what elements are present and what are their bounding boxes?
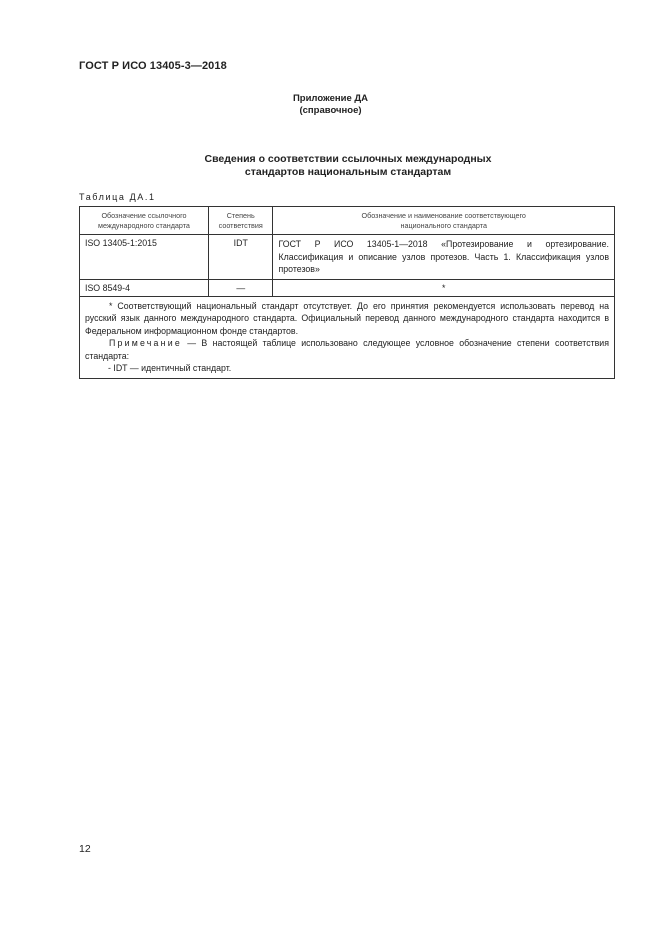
note-text: — В настоящей таблице использовано следующее условное обозначение степени соответствия стандарта: [85, 338, 609, 361]
table-row [80, 279, 615, 296]
header-col2-line-2: соответствия [218, 221, 263, 230]
table-footnote-cell [80, 296, 615, 378]
section-heading [0, 153, 661, 179]
cell-national-standard: ГОСТ Р ИСО 13405-1—2018 «Протезирование и ортезирование. Классификация и описание узлов протезов. Часть 1. Классификация узлов протезов» [273, 235, 615, 280]
header-col1-line-1: Обозначение ссылочного [101, 211, 187, 220]
cell-international-standard: ISO 8549-4 [80, 279, 209, 296]
section-heading-line-1: Сведения о соответствии ссылочных международных [204, 153, 492, 165]
header-national-standard [273, 207, 615, 235]
cell-national-standard: * [273, 279, 615, 296]
page-number: 12 [79, 843, 91, 855]
footnote-text: * Соответствующий национальный стандарт отсутствует. До его принятия рекомендуется использовать перевод на русский язык данного международного стандарта. Официальный перевод данного международного стандарта находится в Федеральном информационном фонде стандартов. [85, 300, 609, 336]
appendix-title: Приложение ДА [292, 93, 369, 104]
note-label: Примечание [109, 338, 182, 348]
table-footnote-row [80, 296, 615, 378]
header-col3-line-1: Обозначение и наименование соответствующего [361, 211, 526, 220]
table-header-row [80, 207, 615, 235]
header-col2-line-1: Степень [226, 211, 255, 220]
correspondence-table [79, 206, 615, 379]
table-caption: Таблица ДА.1 [79, 192, 156, 202]
header-international-standard [80, 207, 209, 235]
cell-degree: IDT [208, 235, 272, 280]
header-col3-line-2: национального стандарта [400, 221, 487, 230]
cell-degree: — [208, 279, 272, 296]
header-degree [208, 207, 272, 235]
header-col1-line-2: международного стандарта [98, 221, 190, 230]
note-list-item: - IDT — идентичный стандарт. [108, 363, 232, 373]
cell-international-standard: ISO 13405-1:2015 [80, 235, 209, 280]
section-heading-line-2: стандартов национальным стандартам [244, 166, 452, 178]
table-row [80, 235, 615, 280]
appendix-note: (справочное) [299, 105, 362, 116]
note-paragraph [85, 337, 609, 362]
document-code: ГОСТ Р ИСО 13405-3—2018 [79, 60, 227, 72]
